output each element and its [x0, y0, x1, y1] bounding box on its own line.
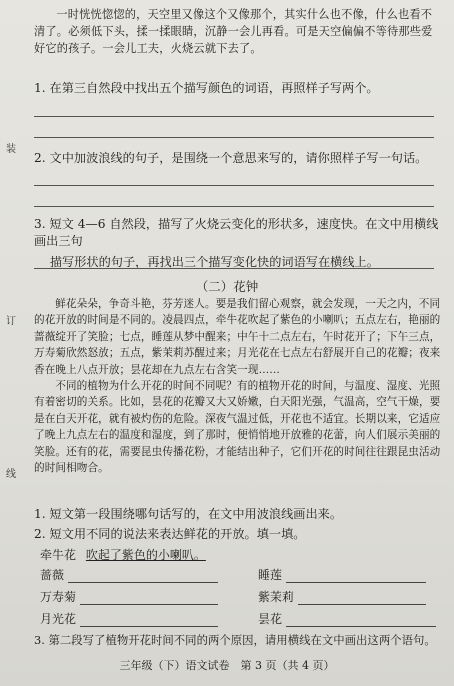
- answer-line-1a[interactable]: [34, 116, 434, 117]
- answer-line-2b[interactable]: [34, 206, 434, 207]
- question-1: [34, 80, 442, 97]
- question-3-line1: 3. 短文 4—6 自然段，描写了火烧云变化的形状多，速度快。在文中用横线画出三句: [34, 217, 439, 248]
- fill-label-left-3: 月光花: [40, 612, 77, 626]
- sub-question-1: [34, 506, 442, 523]
- fill-label-left-2: 万寿菊: [40, 590, 77, 604]
- fill-label-right-3: 昙花: [258, 612, 283, 626]
- question-3: [34, 216, 442, 271]
- example-phrase: 吹起了紫色的小喇叭。: [85, 548, 206, 562]
- fill-blank-right-1[interactable]: [286, 570, 426, 583]
- fill-label-left-1: 蔷薇: [40, 568, 65, 582]
- answer-line-3[interactable]: [34, 268, 434, 269]
- section-title: （二）花钟: [195, 279, 259, 294]
- fill-label-right-1: 睡莲: [258, 568, 283, 582]
- intro-paragraph: [34, 6, 442, 57]
- sub-question-1-text: 1. 短文第一段围绕哪句话写的，在文中用波浪线画出来。: [34, 507, 343, 521]
- question-2: [34, 150, 442, 167]
- fill-label-right-2: 紫茉莉: [258, 590, 295, 604]
- question-1-text: 1. 在第三自然段中找出五个描写颜色的词语，再照样子写两个。: [34, 81, 379, 95]
- fill-blank-left-1[interactable]: [68, 570, 218, 583]
- fill-blank-right-2[interactable]: [298, 592, 426, 605]
- answer-line-1b[interactable]: [34, 137, 434, 138]
- page-footer: 三年级（下）语文试卷 第 3 页（共 4 页）: [119, 659, 335, 672]
- fill-blank-right-3[interactable]: [286, 614, 436, 627]
- sub-question-2: [34, 526, 442, 543]
- fill-blank-left-2[interactable]: [80, 592, 218, 605]
- sub-question-3-text: 3. 第二段写了植物开花时间不同的两个原因，请用横线在文中画出这两个语句。: [34, 633, 436, 647]
- fill-blank-left-3[interactable]: [80, 614, 218, 627]
- fill-row-1: [40, 566, 440, 584]
- question-2-text: 2. 文中加波浪线的句子，是围绕一个意思来写的，请你照样子写一句话。: [34, 151, 428, 165]
- question-3-line2: 描写形状的句子，再找出三个描写变化快的词语写在横线上。: [49, 255, 379, 269]
- sub-question-2-text: 2. 短文用不同的说法来表达鲜花的开放。填一填。: [34, 527, 306, 541]
- passage-paragraph-2: 不同的植物为什么开花的时间不同呢？有的植物开花的时间，与温度、湿度、光照有着密切的关系。比如，昙花的花瓣又大又娇嫩，白天阳光强，气温高，空气干燥，要是在白天开花，就有被灼伤的危险。深夜气温过低，开花也不适宜。长期以来，它适应了晚上九点左右的温度和湿度，到了那时，便悄悄地开放雅的花蕾，向人们展示美丽的笑脸。还有的花，需要昆虫传播花粉，才能结出种子，它们开花的时间往往跟昆虫活动的时间相吻合。: [34, 380, 441, 475]
- fill-row-2: [40, 588, 440, 606]
- passage: [34, 296, 442, 476]
- margin-mark-xian: 线: [6, 469, 16, 480]
- example-flower: 牵牛花: [40, 548, 77, 562]
- passage-paragraph-1: 鲜花朵朵，争奇斗艳，芬芳迷人。要是我们留心观察，就会发现，一天之内，不同的花开放的时间是不同的。凌晨四点，牵牛花吹起了紫色的小喇叭；五点左右，艳丽的蔷薇绽开了笑脸；七点，睡莲从梦中醒来；中午十二点左右，午时花开了；下午三点，万寿菊欣然怒放；五点，紫茉莉苏醒过来；月光花在七点左右舒展开自己的花瓣；夜来香在晚上八点开放；昙花却在九点左右含笑一现……: [34, 298, 441, 376]
- answer-line-2a[interactable]: [34, 185, 434, 186]
- fill-row-3: [40, 610, 440, 628]
- intro-text: 一时恍恍惚惚的，天空里又像这个又像那个，其实什么也不像，什么也看不清了。必须低下头，揉一揉眼睛，沉静一会儿再看。可是天空偏偏不等待那些爱好它的孩子。一会儿工夫，火烧云就下去了。: [34, 8, 433, 55]
- example-row: [40, 546, 440, 563]
- sub-question-3: [34, 632, 442, 649]
- margin-mark-zhuang: 装: [6, 144, 16, 155]
- margin-mark-ding: 订: [6, 316, 16, 327]
